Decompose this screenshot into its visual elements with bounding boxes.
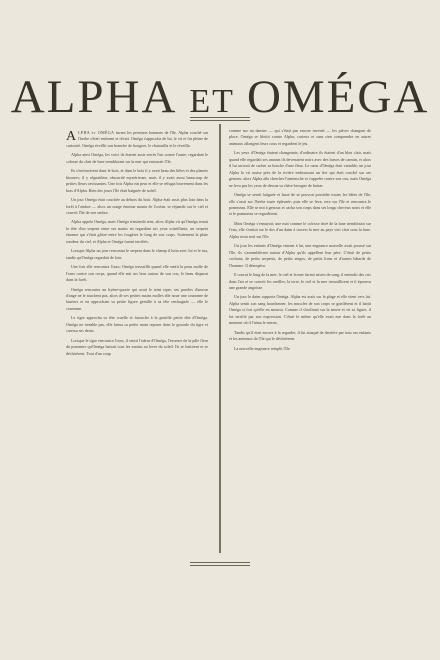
paragraph: Un jour les enfants d'Oméga vinrent à lui, une engeance nouvelle avait poussé sur l'île, ils s'assemblèrent autour d'Alpha qu'ils appellent leur père. C'était de petits cochons, de petits serpents, de petits singes, de petits lions et d'autres bâtards de l'homme. Il désespéra.: [229, 243, 371, 268]
column-divider: [219, 124, 221, 553]
paragraph: Oméga se sentit fatiguée et lasse de se pouvoir posséder toutes les bêtes de l'île; elle s'assit sur l'herbe toute épleurée; puis elle se leva, erra sur l'île et rencontra le pommeau. Elle se mit à genoux et cacha son corps dans ses longs cheveux noirs et elle et le pommeau se regardèrent.: [229, 192, 371, 217]
paragraph: Lorsque Alpha un jour rencontra le serpent dans le champ il lutta avec lui et le tua, tandis qu'Oméga regardait de loin.: [66, 248, 208, 260]
lead-words: LPHA et OMÉGA: [78, 130, 115, 135]
drop-cap: A: [66, 129, 77, 144]
left-text-column: [66, 130, 208, 360]
paragraph: Alpha appela Oméga, mais Oméga n'entendit rien; alors Alpha vit qu'Oméga tenait la tête d'un serpent entre ses mains en regardant ses yeux scintillants, un serpent énorme qui s'était glissé entre les fougères le long de son corps. Sottement la plate rondeur du ciel, et Alpha et Oméga furent terrifiés.: [66, 219, 208, 244]
paragraph: Il courut le long de la mer; le ciel et la mer furent tristes de sang; il entendit des cris dans l'air et se couvrit les oreilles; la terre, le ciel et la mer tressaillirent et il éprouva une grande angoisse.: [229, 272, 371, 290]
paragraph: Ils s'enfoncèrent dans le bois, et dans le bois il y avait beau des bêtes et des plantes bizarres; il y régnaitleur obscurité mystérieuse, mais il y avait aussi beaucoup de petites fleurs ravissantes. Une fois Alpha eut peur et elle se réfugia bravement dans les bras d'Alpha. Bien des jours l'île était baignée de soleil.: [66, 168, 208, 193]
paragraph: Mais Oméga s'ennuyait; une nuit comme le colosse doré de la lune tremblotait sur l'eau, elle s'enfuit sur le dos d'un daim à travers la mer au pays vert clair sous la lune. Alpha resta seul sur l'île.: [229, 220, 371, 239]
bottom-double-rule: [190, 562, 250, 566]
paragraph-text: furent les premiers hommes de l'île. Alpha couché sur l'herbe s'était endormi et rêvait. Oméga s'approcha de lui, le vit et fut pleine de curiosité. Oméga éveillit son branche de bougere, le chatouilla et le réveilla.: [66, 130, 209, 148]
paragraph: comme sur un damier — qui s'était pas encore inventé — les pièces changent de place. Oméga se blottit contre Alpha; curieux et sans rien comprendre en autres animaux allongent leurs cous et regardent le jeu.: [229, 128, 371, 146]
paragraph: Un jour Oméga était couchée au dehors du bois. Alpha était assis plus loin dans la forêt à l'ombre — alors un songe énorme monta de l'océan, se répandit sur le ciel et couvrit l'île de son ombre.: [66, 197, 208, 215]
title-word-alpha: ALPHA: [10, 71, 178, 123]
paragraph: Un jour le daim rapporta Oméga. Alpha est assis sur la plage et elle vient vers lui. Alpha sentit son sang bourdonner, les muscles de son corps se gonflèrent et il battit Oméga si fort qu'elle en mourut. Comme il s'inclinait sur la morte et vit sa figure, il fut terrifié par son expression. C'était le même qu'elle avait eue dans la forêt au moment où il l'aima le mieux.: [229, 294, 371, 326]
right-text-column: [229, 128, 371, 355]
paragraph: Le tigre approcha sa tête cruelle et farouche à la gentille petite tête d'Oméga. Oméga ne tremble pas, elle laissa sa petite main reposer dans le gosoule du tigre et caressa ses dents.: [66, 315, 208, 334]
page-title: [0, 70, 440, 124]
paragraph: Lorsque le tigre rencontra l'ours, il sentit l'odeur d'Oméga, l'essence de la pâle fleur du pommier qu'Oméga baisait tous les matins au lever du soleil. Ils se battirent et se déchirèrent. Tout d'un coup: [66, 337, 208, 356]
title-connector: ET: [189, 83, 235, 120]
paragraph: Les yeux d'Oméga étaient changeants; d'ordinaire ils étaient d'un bleu clair, mais quand elle regardait ses amants ils devenaient noirs avec des lueurs de carmin, et alors il lui arrivait de cacher sa bouche d'une fleur. Le cœur d'Oméga était variable; un jour Alpha la vit assise près de la rivière embrassant un fier qui était couché sur ses genoux; alors Alpha alla chercher l'antenoche et s'apprête contre son cou, mais Oméga ne leva pas les yeux de dessus sa chère besogne de baiser.: [229, 150, 371, 188]
paragraph: Tandis qu'il était encore à la regarder, il fut attaqué de derrière par tous ses enfants et les animaux de l'île qui le déchirèrent.: [229, 329, 371, 342]
paragraph: Oméga rencontra un hyène-quorte qui avait le teint riper; ses paroles d'amour d'ange ne le touchent pas, alors de ses petites mains molles elle noue une couronne de lauriers et en approchant sa petite figure gentille à sa tête renfrognée — elle le couronne.: [66, 286, 208, 311]
top-double-rule: [190, 117, 250, 121]
opening-paragraph: [66, 130, 208, 149]
paragraph: Une fois elle rencontra l'ours; Oméga tressaillit quand elle sentit la peau molle de l'ours contre son corps, quand elle mit ses bras autour de son cou, le beau disparut dans la forêt.: [66, 264, 208, 283]
title-word-omega: OMÉGA: [246, 71, 430, 123]
paragraph: Alpha ainsi Oméga, les voici ils étaient assis serrés l'un contre l'autre, regardant le colosse du clair de lune tremblotant sur la mer qui entourait l'île.: [66, 152, 208, 164]
closing-line: La nouvelle engeance remplit l'île.: [234, 345, 291, 351]
